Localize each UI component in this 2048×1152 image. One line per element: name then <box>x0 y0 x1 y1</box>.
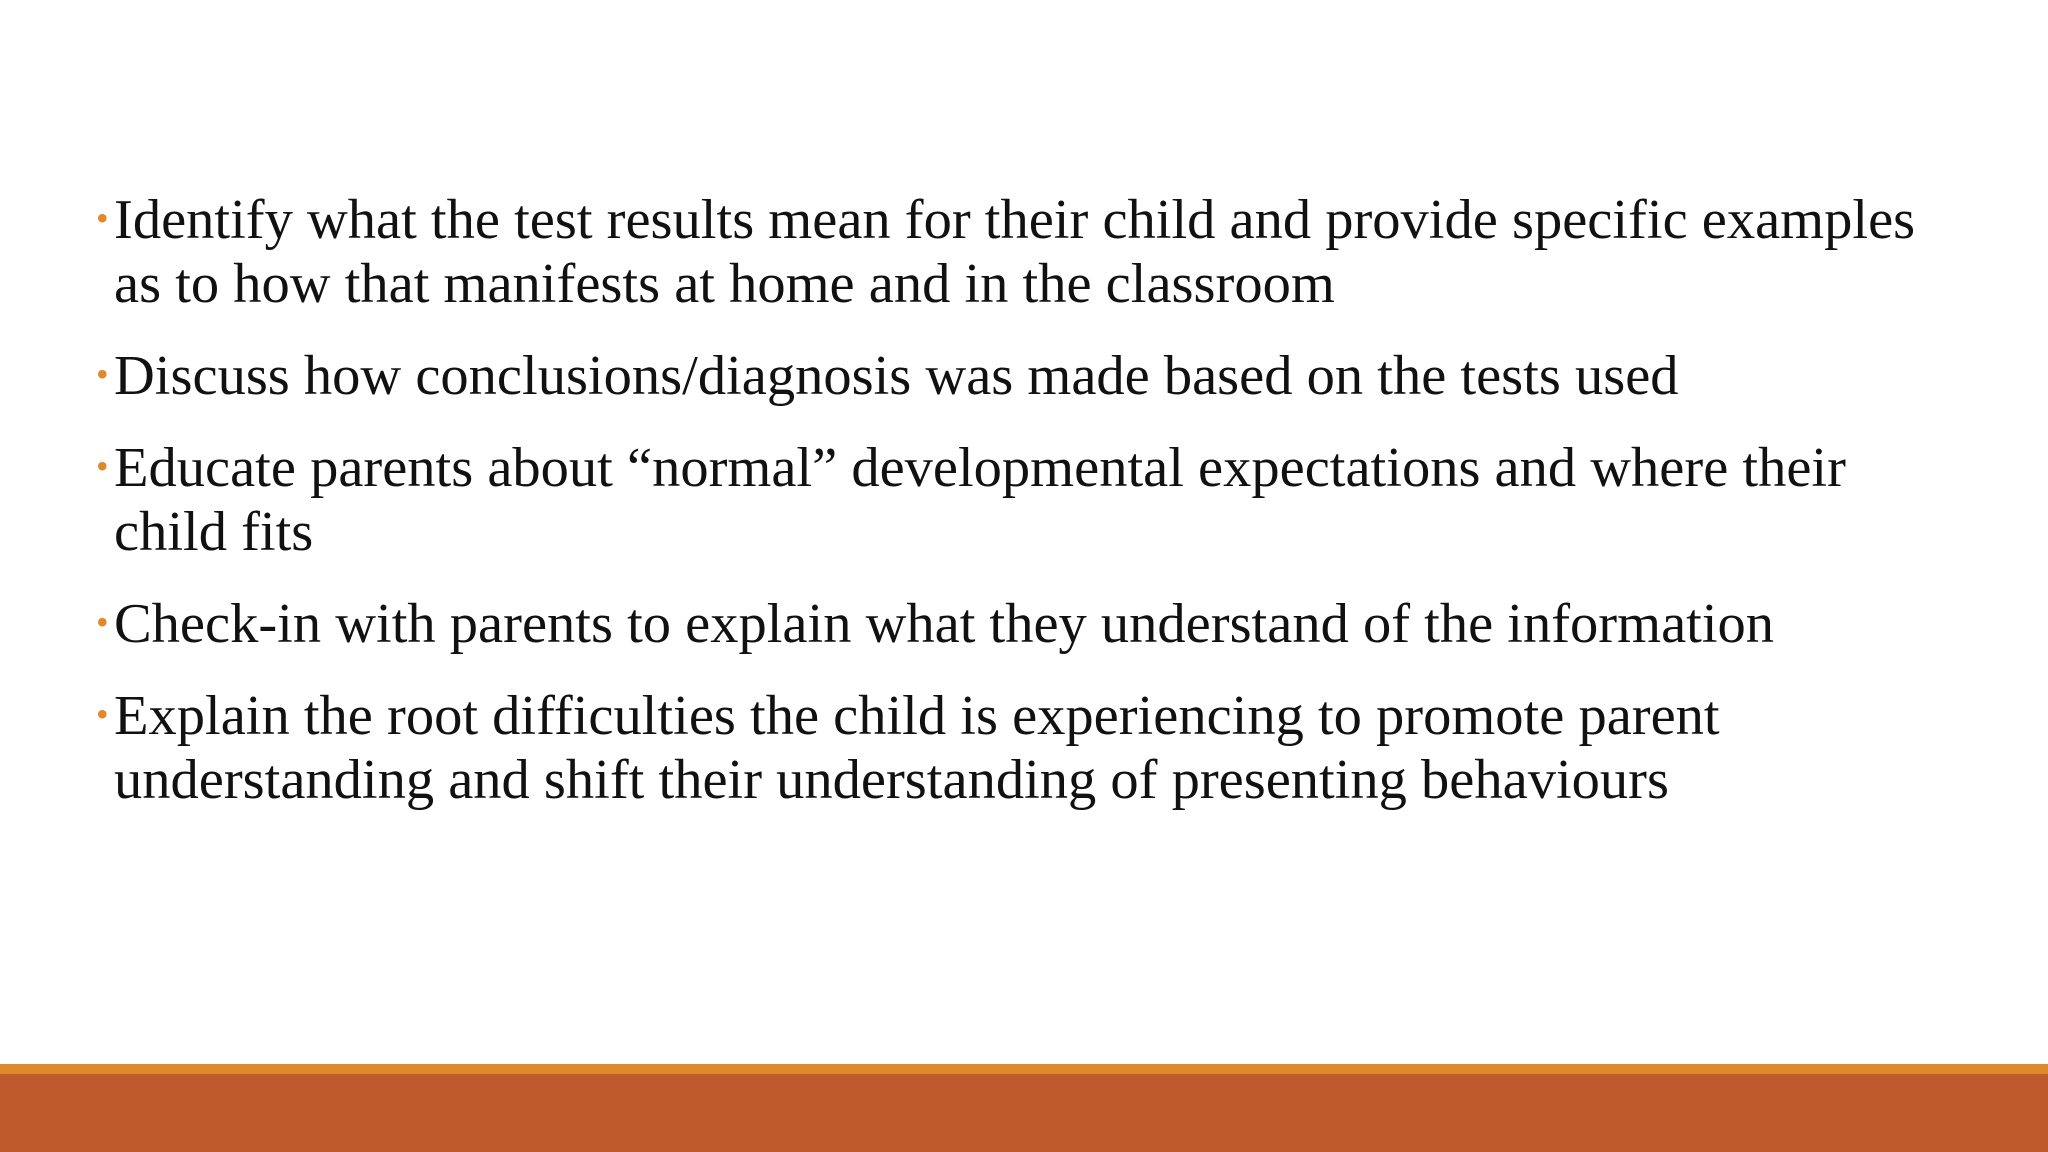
bullet-icon: • <box>96 198 109 238</box>
bullet-text: Educate parents about “normal” developmental expectations and where their child fits <box>114 437 1846 563</box>
bullet-icon: • <box>96 602 109 642</box>
bullet-item <box>96 592 1976 656</box>
bullet-icon: • <box>96 446 109 486</box>
bullet-text: Check-in with parents to explain what they understand of the information <box>114 593 1775 655</box>
bullet-item <box>96 188 1976 316</box>
footer-accent-bar <box>0 1064 2048 1074</box>
bullet-item <box>96 344 1976 408</box>
bullet-item <box>96 684 1976 812</box>
bullet-list <box>96 188 1976 840</box>
bullet-icon: • <box>96 354 109 394</box>
bullet-text: Identify what the test results mean for their child and provide specific examples as to how that manifests at home and in the classroom <box>114 189 1916 315</box>
bullet-item <box>96 436 1976 564</box>
footer-bar <box>0 1074 2048 1152</box>
bullet-icon: • <box>96 694 109 734</box>
bullet-text: Discuss how conclusions/diagnosis was made based on the tests used <box>114 345 1679 407</box>
bullet-text: Explain the root difficulties the child is experiencing to promote parent understanding and shift their understanding of presenting behaviours <box>114 685 1720 811</box>
